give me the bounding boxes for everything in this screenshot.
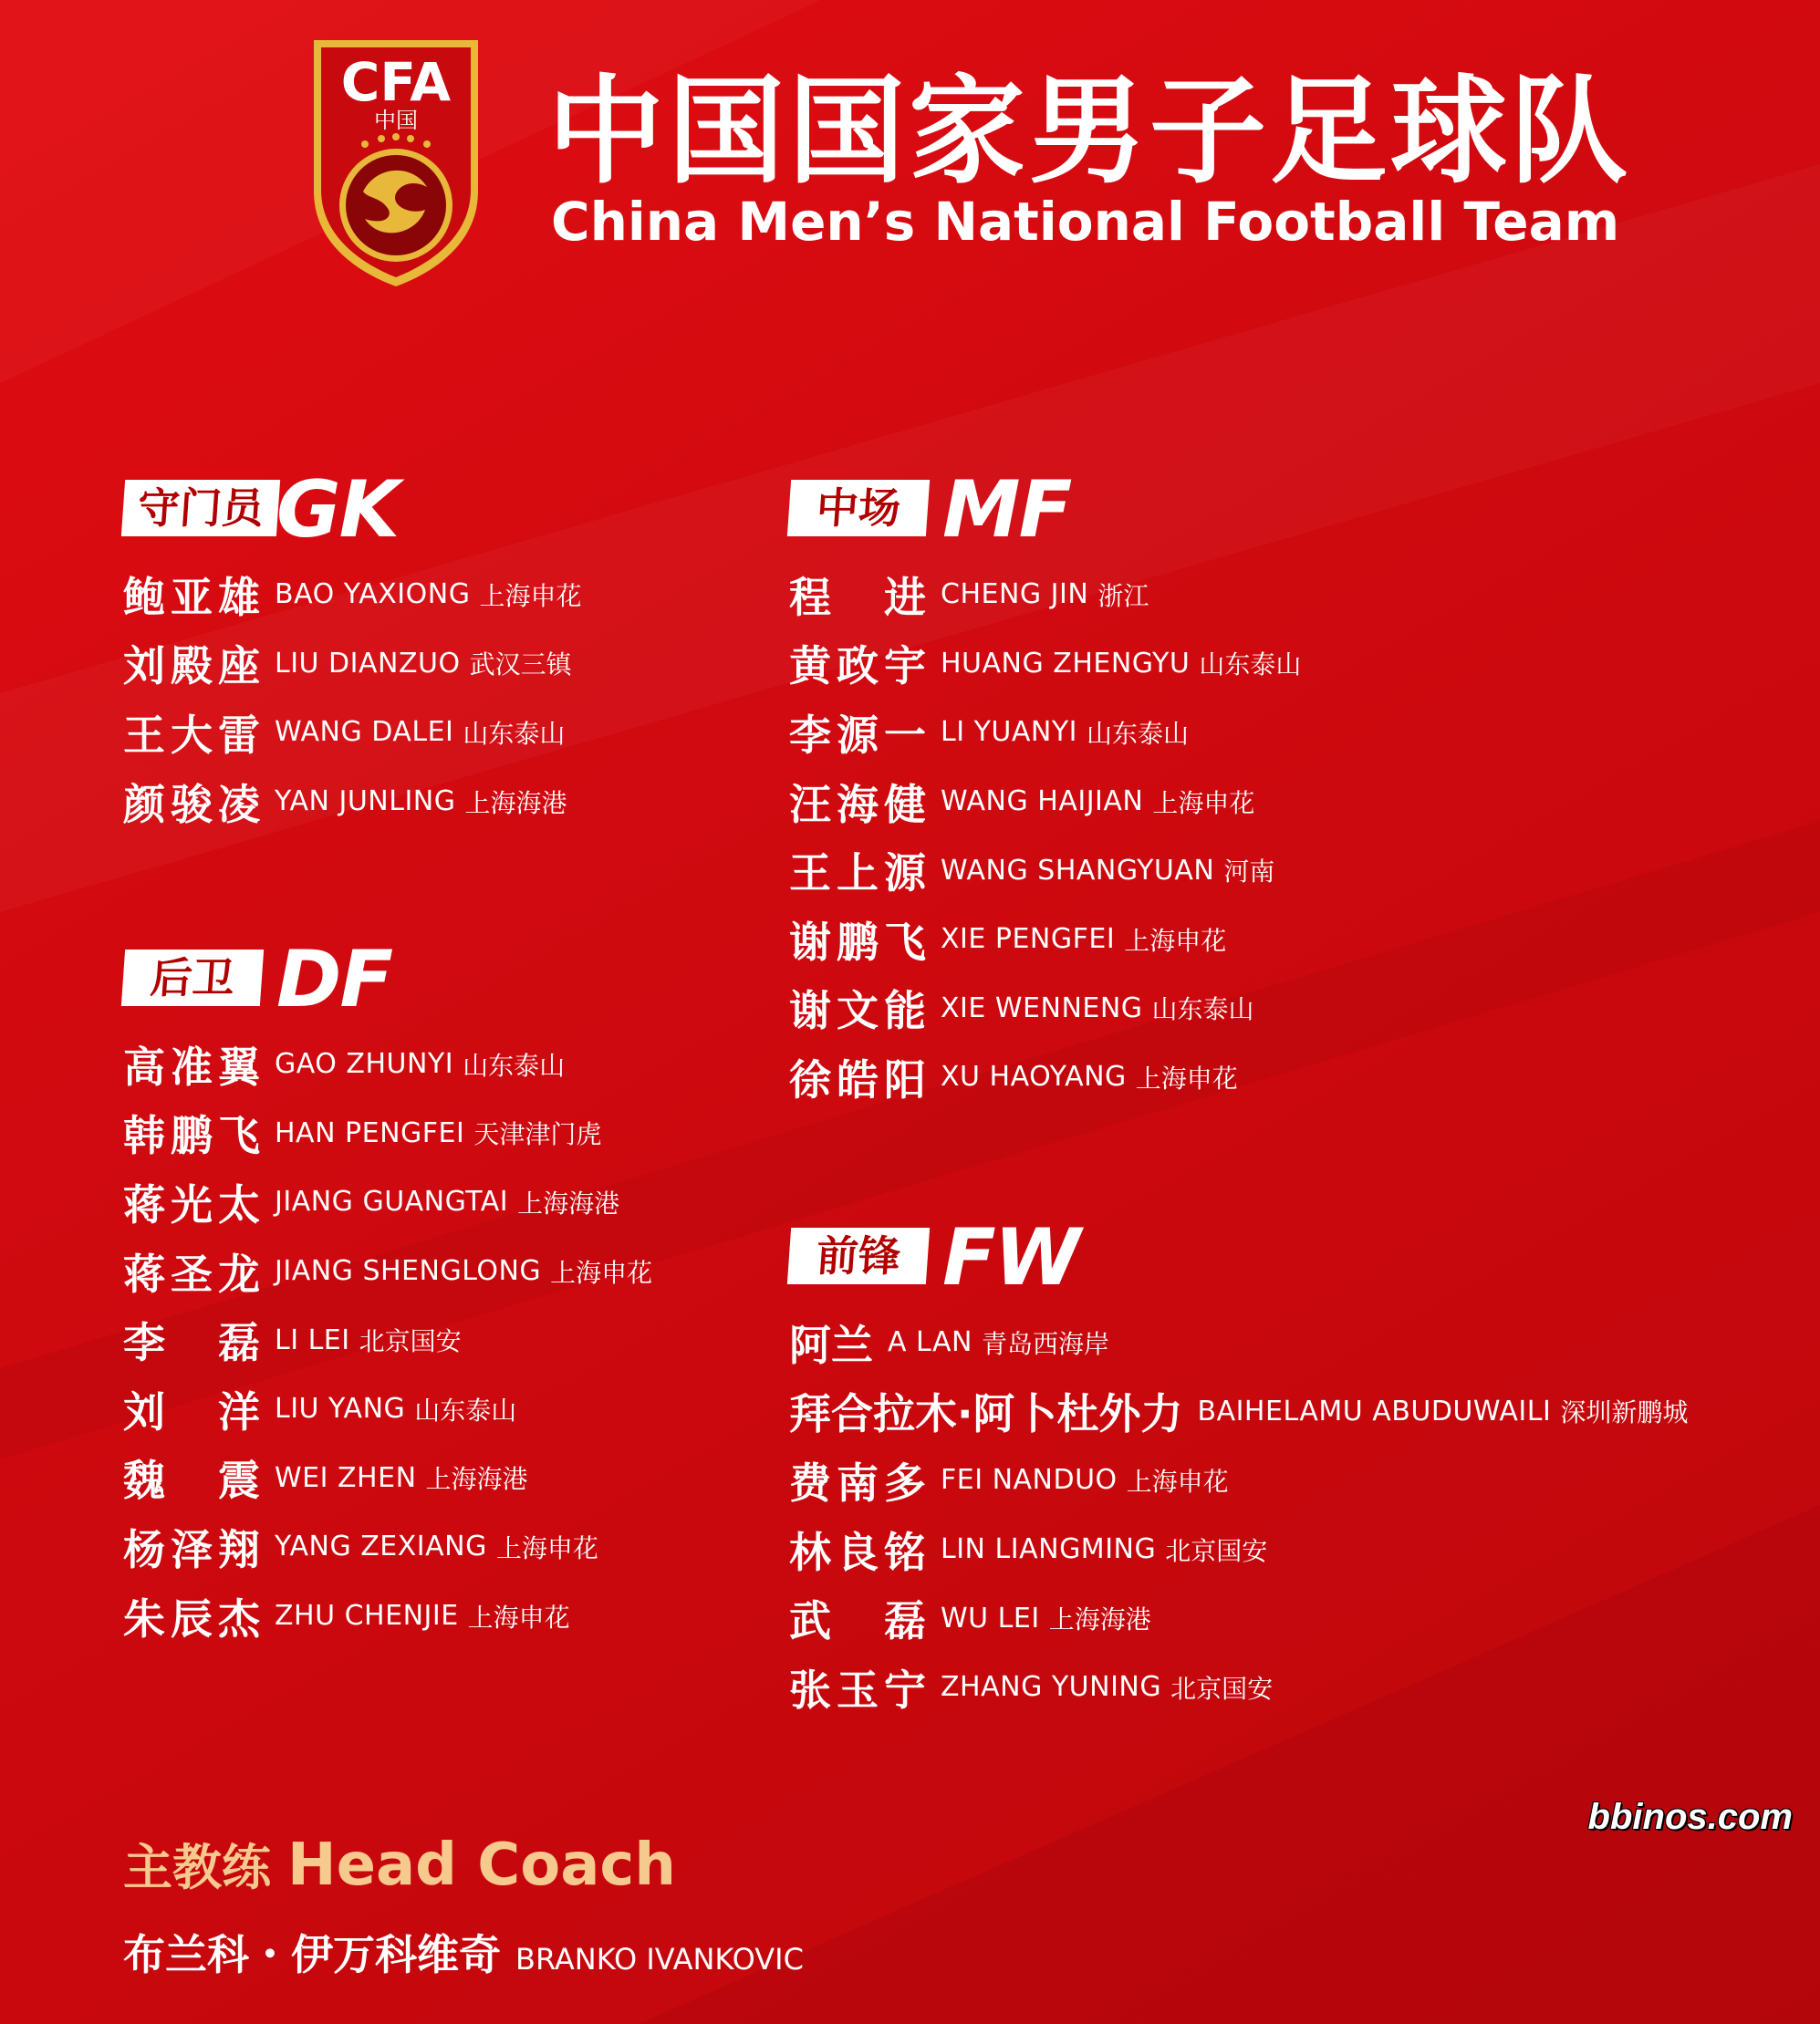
player-name-en: FEI NANDUO xyxy=(941,1464,1118,1497)
player-club: 武汉三镇 xyxy=(469,649,572,680)
player-name-en: LI LEI xyxy=(275,1323,350,1356)
player-name-cn: 费南多 xyxy=(789,1458,926,1508)
position-abbr: FW xyxy=(942,1212,1079,1303)
player-name-cn: 黄政宇 xyxy=(789,641,926,691)
player-club: 上海海港 xyxy=(517,1188,620,1219)
section-goalkeepers xyxy=(123,464,582,836)
player-club: 山东泰山 xyxy=(1199,649,1302,680)
player-name-cn: 李 磊 xyxy=(123,1318,260,1368)
player-name-cn: 谢文能 xyxy=(789,986,926,1036)
watermark-text: bbinos.com xyxy=(1587,1797,1793,1837)
player-row xyxy=(123,1305,652,1375)
player-name-cn: 魏 震 xyxy=(123,1456,260,1506)
player-row xyxy=(789,698,1301,767)
player-name-en: WEI ZHEN xyxy=(275,1461,417,1494)
player-name-cn: 武 磊 xyxy=(789,1596,926,1646)
head-coach-section xyxy=(123,1829,804,1982)
player-name-cn: 汪海健 xyxy=(789,779,926,829)
crest-text-china: 中国 xyxy=(374,108,418,133)
player-club: 山东泰山 xyxy=(1151,994,1254,1025)
player-row xyxy=(789,905,1301,974)
player-name-en: HUANG ZHENGYU xyxy=(941,647,1191,680)
player-name-cn: 蒋光太 xyxy=(123,1179,260,1230)
player-name-en: JIANG SHENGLONG xyxy=(275,1255,542,1288)
player-name-en: BAIHELAMU ABUDUWAILI xyxy=(1197,1395,1552,1427)
section-header-fw xyxy=(789,1212,1688,1303)
player-row xyxy=(123,767,581,836)
player-name-cn: 蒋圣龙 xyxy=(123,1249,260,1299)
player-name-cn: 张玉宁 xyxy=(789,1665,926,1715)
player-row xyxy=(123,1375,652,1444)
player-row xyxy=(789,629,1301,699)
player-name-cn: 程 进 xyxy=(789,572,926,622)
player-list-gk xyxy=(123,560,581,836)
cfa-crest-logo xyxy=(308,36,484,290)
player-club: 上海申花 xyxy=(550,1257,653,1288)
player-row xyxy=(123,560,581,629)
player-row xyxy=(789,1653,1688,1722)
player-name-en: HAN PENGFEI xyxy=(275,1116,465,1149)
player-row xyxy=(123,1512,652,1582)
player-name-cn: 徐皓阳 xyxy=(789,1054,926,1105)
player-club: 上海申花 xyxy=(1135,1063,1238,1094)
player-name-en: XU HAOYANG xyxy=(941,1061,1127,1094)
coach-title-cn: 主教练 xyxy=(123,1839,271,1896)
player-name-cn: 阿兰 xyxy=(789,1320,873,1370)
player-name-cn: 朱辰杰 xyxy=(123,1593,260,1644)
player-club: 山东泰山 xyxy=(463,1050,566,1081)
player-name-en: YAN JUNLING xyxy=(275,785,456,818)
crest-text-cfa: CFA xyxy=(340,51,452,113)
player-list-fw xyxy=(789,1308,1688,1722)
player-club: 青岛西海岸 xyxy=(981,1328,1109,1359)
player-club: 山东泰山 xyxy=(463,718,566,749)
player-club: 上海申花 xyxy=(1126,1466,1229,1497)
player-name-cn: 林良铭 xyxy=(789,1527,926,1577)
player-name-en: LI YUANYI xyxy=(941,716,1078,749)
player-name-en: JIANG GUANGTAI xyxy=(275,1186,509,1219)
player-name-cn: 刘 洋 xyxy=(123,1386,260,1437)
coach-name-en: BRANKO IVANKOVIC xyxy=(515,1942,804,1977)
position-label-cn: 后卫 xyxy=(121,950,264,1006)
player-row xyxy=(123,698,581,767)
coach-heading xyxy=(123,1829,804,1916)
player-name-cn: 刘殿座 xyxy=(123,641,260,691)
player-name-en: WU LEI xyxy=(941,1602,1040,1635)
player-club: 深圳新鹏城 xyxy=(1560,1397,1689,1428)
player-name-en: XIE PENGFEI xyxy=(941,923,1116,956)
player-row xyxy=(789,560,1301,629)
position-abbr: GK xyxy=(276,464,399,555)
player-name-en: WANG SHANGYUAN xyxy=(941,854,1215,887)
player-list-df xyxy=(123,1030,652,1650)
player-club: 上海申花 xyxy=(1124,925,1227,956)
player-club: 上海申花 xyxy=(479,580,582,611)
player-name-cn: 颜骏凌 xyxy=(123,779,260,829)
player-name-en: BAO YAXIONG xyxy=(275,578,471,611)
position-abbr: MF xyxy=(942,464,1071,555)
player-row xyxy=(789,1308,1688,1377)
page-title-chinese: 中国国家男子足球队 xyxy=(547,64,1632,200)
player-name-cn: 王上源 xyxy=(789,848,926,898)
coach-name-row xyxy=(123,1922,804,1982)
player-club: 北京国安 xyxy=(1165,1535,1268,1566)
player-row xyxy=(123,1582,652,1651)
player-row xyxy=(789,1377,1688,1447)
player-list-mf xyxy=(789,560,1301,1112)
player-name-cn: 谢鹏飞 xyxy=(789,917,926,967)
player-name-cn: 拜合拉木·阿卜杜外力 xyxy=(789,1389,1183,1439)
player-name-cn: 高准翼 xyxy=(123,1042,260,1092)
player-name-en: LIN LIANGMING xyxy=(941,1533,1157,1566)
player-row xyxy=(789,1446,1688,1515)
player-club: 上海海港 xyxy=(1048,1604,1151,1635)
player-club: 北京国安 xyxy=(1170,1673,1274,1704)
player-name-cn: 韩鹏飞 xyxy=(123,1111,260,1161)
player-row xyxy=(789,1583,1688,1653)
player-row xyxy=(789,1043,1301,1112)
position-label-cn: 守门员 xyxy=(121,480,280,536)
section-forwards xyxy=(789,1212,1689,1722)
section-header-df xyxy=(123,934,652,1025)
player-name-en: WANG HAIJIAN xyxy=(941,785,1144,818)
player-name-en: LIU YANG xyxy=(275,1393,406,1426)
player-row xyxy=(123,1168,652,1237)
player-name-en: YANG ZEXIANG xyxy=(275,1531,487,1563)
player-name-cn: 李源一 xyxy=(789,710,926,760)
player-club: 上海海港 xyxy=(425,1464,528,1495)
player-club: 天津津门虎 xyxy=(473,1119,602,1150)
player-club: 浙江 xyxy=(1097,580,1149,611)
player-club: 上海海港 xyxy=(464,787,567,818)
header xyxy=(308,36,1632,292)
player-club: 上海申花 xyxy=(495,1532,598,1563)
position-abbr: DF xyxy=(276,934,392,1025)
player-name-cn: 王大雷 xyxy=(123,710,260,760)
position-label-cn: 中场 xyxy=(787,480,930,536)
player-name-en: XIE WENNENG xyxy=(941,991,1143,1024)
player-name-en: ZHANG YUNING xyxy=(941,1671,1162,1704)
player-club: 上海申花 xyxy=(467,1602,570,1633)
player-name-cn: 鲍亚雄 xyxy=(123,572,260,622)
player-club: 上海申花 xyxy=(1152,787,1255,818)
player-club: 山东泰山 xyxy=(1087,718,1190,749)
section-midfielders xyxy=(789,464,1302,1112)
player-row xyxy=(123,1030,652,1099)
position-label-cn: 前锋 xyxy=(787,1228,930,1284)
player-name-en: CHENG JIN xyxy=(941,578,1089,611)
player-row xyxy=(123,629,581,699)
player-name-en: WANG DALEI xyxy=(275,716,454,749)
player-name-cn: 杨泽翔 xyxy=(123,1524,260,1574)
section-header-mf xyxy=(789,464,1301,555)
player-row xyxy=(123,1237,652,1306)
player-club: 北京国安 xyxy=(359,1326,462,1357)
coach-title-en: Head Coach xyxy=(287,1832,676,1899)
section-header-gk xyxy=(123,464,581,555)
player-name-en: A LAN xyxy=(888,1326,972,1359)
player-row xyxy=(123,1444,652,1513)
player-row xyxy=(789,974,1301,1043)
section-defenders xyxy=(123,934,653,1650)
player-club: 山东泰山 xyxy=(414,1395,517,1426)
player-row xyxy=(789,767,1301,836)
player-name-en: ZHU CHENJIE xyxy=(275,1600,459,1633)
player-name-en: GAO ZHUNYI xyxy=(275,1048,454,1081)
player-name-en: LIU DIANZUO xyxy=(275,647,461,680)
coach-name-cn: 布兰科・伊万科维奇 xyxy=(123,1930,501,1979)
page-title-english: China Men’s National Football Team xyxy=(551,191,1620,253)
player-row xyxy=(789,836,1301,905)
player-club: 河南 xyxy=(1223,856,1275,887)
player-row xyxy=(789,1515,1688,1584)
player-row xyxy=(123,1099,652,1168)
